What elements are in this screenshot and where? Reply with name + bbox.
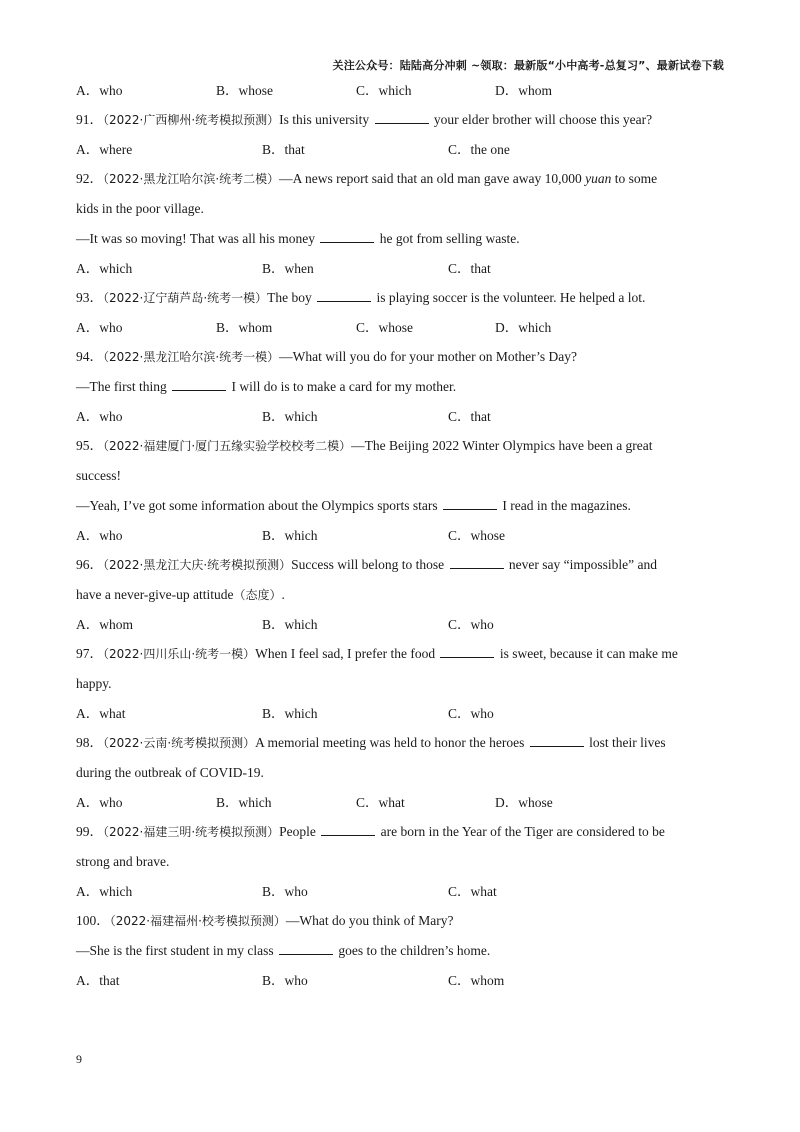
question-text: never say “impossible” and xyxy=(508,557,657,572)
question-text: People xyxy=(279,824,316,839)
question-source: （2022·黑龙江哈尔滨·统考一模） xyxy=(103,350,280,364)
question-text: . xyxy=(281,587,285,602)
question-text: The boy xyxy=(267,290,312,305)
question-97 xyxy=(76,639,726,669)
answer-blank xyxy=(321,823,375,836)
question-text: —It was so moving! That was all his money xyxy=(76,231,315,246)
option-b[interactable]: B．who xyxy=(262,884,308,899)
option-a[interactable]: A．which xyxy=(76,261,133,276)
question-text-italic: yuan xyxy=(585,171,612,186)
question-number: 97． xyxy=(76,646,103,661)
option-a[interactable]: A．who xyxy=(76,409,123,424)
option-d[interactable]: D．whom xyxy=(495,83,552,98)
option-a[interactable]: A．what xyxy=(76,706,126,721)
question-text: —The first thing xyxy=(76,379,167,394)
question-line: strong and brave. xyxy=(76,854,170,869)
options-row xyxy=(76,521,726,550)
option-a[interactable]: A．who xyxy=(76,795,123,810)
page-number: 9 xyxy=(76,1052,82,1066)
question-line xyxy=(76,580,726,610)
option-a[interactable]: A．which xyxy=(76,884,133,899)
option-c[interactable]: C．whose xyxy=(448,528,505,543)
question-number: 94． xyxy=(76,349,103,364)
option-b[interactable]: B．when xyxy=(262,261,314,276)
question-text: to some xyxy=(614,171,658,186)
option-b[interactable]: B．who xyxy=(262,973,308,988)
question-line xyxy=(76,936,726,966)
question-source: （2022·福建福州·校考模拟预测） xyxy=(109,914,286,928)
option-b[interactable]: B．which xyxy=(216,795,272,810)
question-text: Is this university xyxy=(279,112,370,127)
question-number: 98． xyxy=(76,735,103,750)
option-a[interactable]: A．who xyxy=(76,320,123,335)
question-text: goes to the children’s home. xyxy=(338,943,491,958)
answer-blank xyxy=(443,497,497,510)
option-c[interactable]: C．who xyxy=(448,706,494,721)
answer-blank xyxy=(320,230,374,243)
question-line: success! xyxy=(76,468,121,483)
question-94 xyxy=(76,342,726,372)
options-row xyxy=(76,76,726,105)
option-d[interactable]: D．whose xyxy=(495,795,553,810)
option-b[interactable]: B．which xyxy=(262,528,318,543)
question-text: is playing soccer is the volunteer. He helped a lot. xyxy=(376,290,646,305)
option-a[interactable]: A．who xyxy=(76,83,123,98)
question-text: I will do is to make a card for my mother. xyxy=(231,379,457,394)
question-text: Success will belong to those xyxy=(291,557,445,572)
answer-blank xyxy=(317,289,371,302)
question-line xyxy=(76,491,726,521)
option-c[interactable]: C．that xyxy=(448,409,491,424)
question-line: kids in the poor village. xyxy=(76,201,204,216)
question-text: lost their lives xyxy=(589,735,666,750)
answer-blank xyxy=(440,645,494,658)
option-b[interactable]: B．which xyxy=(262,409,318,424)
question-98 xyxy=(76,728,726,758)
question-text: —What will you do for your mother on Mother’s Day? xyxy=(279,349,577,364)
options-row xyxy=(76,877,726,906)
answer-blank xyxy=(530,734,584,747)
option-b[interactable]: B．whose xyxy=(216,83,273,98)
question-text: I read in the magazines. xyxy=(502,498,631,513)
options-row xyxy=(76,699,726,728)
option-b[interactable]: B．whom xyxy=(216,320,273,335)
question-list xyxy=(76,76,726,995)
question-source: （2022·黑龙江哈尔滨·统考二模） xyxy=(103,172,280,186)
question-line xyxy=(76,372,726,402)
answer-blank xyxy=(375,111,429,124)
options-row xyxy=(76,966,726,995)
options-row xyxy=(76,610,726,639)
question-text: A memorial meeting was held to honor the heroes xyxy=(255,735,525,750)
question-99 xyxy=(76,817,726,847)
question-number: 96． xyxy=(76,557,103,572)
option-c[interactable]: C．who xyxy=(448,617,494,632)
question-95 xyxy=(76,431,726,461)
answer-blank xyxy=(450,556,504,569)
question-source: （2022·辽宁葫芦岛·统考一模） xyxy=(103,291,268,305)
options-row xyxy=(76,135,726,164)
option-c[interactable]: C．what xyxy=(356,795,405,810)
option-a[interactable]: A．that xyxy=(76,973,120,988)
question-text: —What do you think of Mary? xyxy=(285,913,454,928)
options-row xyxy=(76,313,726,342)
option-b[interactable]: B．which xyxy=(262,706,318,721)
question-source: （2022·福建三明·统考模拟预测） xyxy=(103,825,280,839)
question-line xyxy=(76,224,726,254)
question-93 xyxy=(76,283,726,313)
options-row xyxy=(76,788,726,817)
question-number: 92． xyxy=(76,171,103,186)
option-a[interactable]: A．where xyxy=(76,142,133,157)
option-c[interactable]: C．the one xyxy=(448,142,510,157)
question-91 xyxy=(76,105,726,135)
question-text: —She is the first student in my class xyxy=(76,943,274,958)
question-92 xyxy=(76,164,726,194)
question-text: —The Beijing 2022 Winter Olympics have been a great xyxy=(351,438,653,453)
option-c[interactable]: C．which xyxy=(356,83,412,98)
option-d[interactable]: D．which xyxy=(495,320,552,335)
options-row xyxy=(76,402,726,431)
option-b[interactable]: B．which xyxy=(262,617,318,632)
option-a[interactable]: A．who xyxy=(76,528,123,543)
option-c[interactable]: C．that xyxy=(448,261,491,276)
question-text: have a never-give-up attitude xyxy=(76,587,234,602)
question-source: （2022·四川乐山·统考一模） xyxy=(103,647,256,661)
question-text-cn: （态度） xyxy=(233,588,282,602)
option-b[interactable]: B．that xyxy=(262,142,305,157)
question-number: 99． xyxy=(76,824,103,839)
question-text: When I feel sad, I prefer the food xyxy=(255,646,436,661)
question-number: 100． xyxy=(76,913,110,928)
question-line: during the outbreak of COVID-19. xyxy=(76,765,264,780)
question-source: （2022·云南·统考模拟预测） xyxy=(103,736,256,750)
question-text: he got from selling waste. xyxy=(379,231,520,246)
option-a[interactable]: A．whom xyxy=(76,617,133,632)
question-text: your elder brother will choose this year? xyxy=(433,112,653,127)
question-number: 93． xyxy=(76,290,103,305)
page-header: 关注公众号：陆陆高分冲刺 ~领取：最新版“小中高考-总复习”、最新试卷下载 xyxy=(332,59,724,72)
question-text: —A news report said that an old man gave away 10,000 xyxy=(279,171,582,186)
question-source: （2022·广西柳州·统考模拟预测） xyxy=(103,113,280,127)
question-text: —Yeah, I’ve got some information about the Olympics sports stars xyxy=(76,498,438,513)
question-line: happy. xyxy=(76,676,112,691)
answer-blank xyxy=(279,942,333,955)
question-number: 95． xyxy=(76,438,103,453)
question-text: are born in the Year of the Tiger are considered to be xyxy=(380,824,665,839)
question-100 xyxy=(76,906,726,936)
question-text: is sweet, because it can make me xyxy=(499,646,678,661)
question-number: 91． xyxy=(76,112,103,127)
options-row xyxy=(76,254,726,283)
question-source: （2022·福建厦门·厦门五缘实验学校校考二模） xyxy=(103,439,352,453)
answer-blank xyxy=(172,378,226,391)
option-c[interactable]: C．what xyxy=(448,884,497,899)
question-source: （2022·黑龙江大庆·统考模拟预测） xyxy=(103,558,292,572)
option-c[interactable]: C．whose xyxy=(356,320,413,335)
option-c[interactable]: C．whom xyxy=(448,973,505,988)
question-96 xyxy=(76,550,726,580)
